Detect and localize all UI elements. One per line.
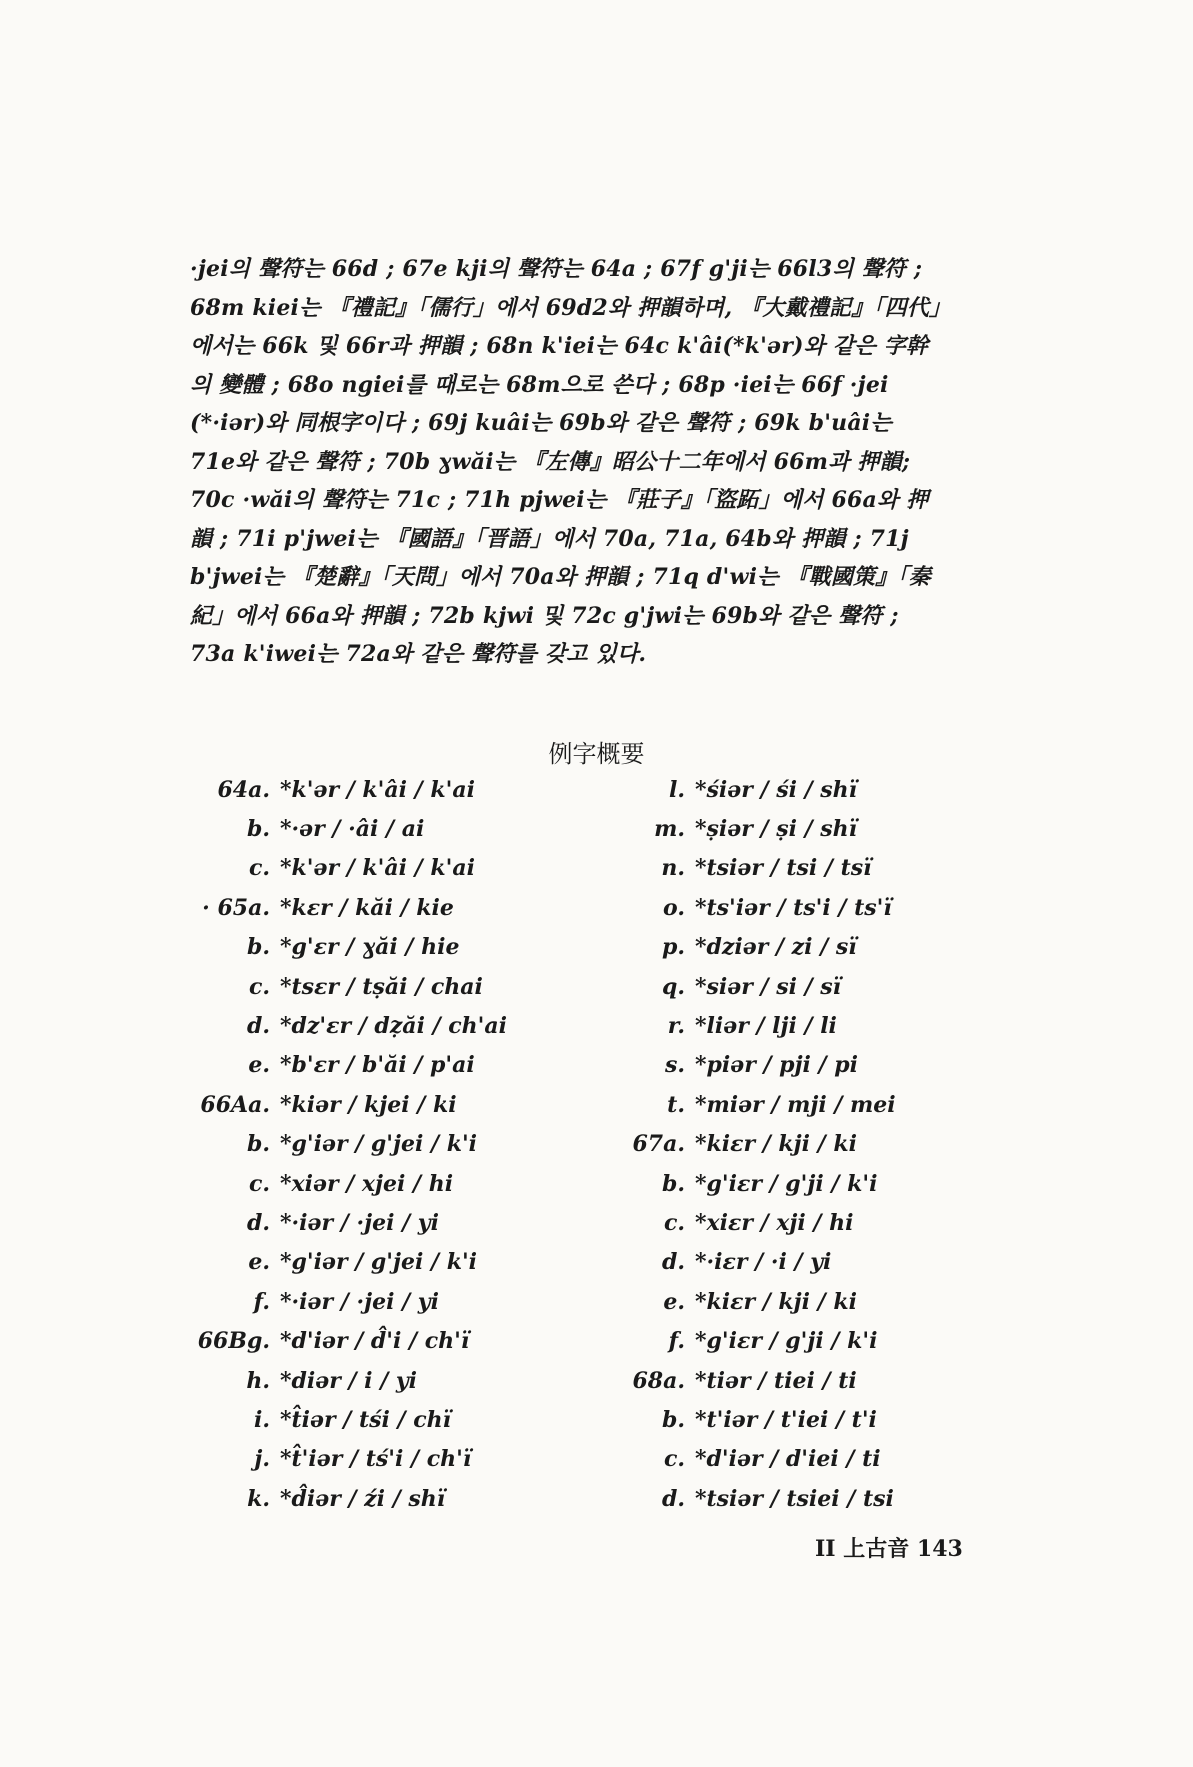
entry-label: b. [661,1406,685,1433]
paragraph-line: 70c ·wăi의 聲符는 71c ; 71h pjwei는 『莊子』「盜跖」에서 66a와 押 [190,487,929,513]
entry-label: o. [663,894,685,921]
entry-row [620,967,960,1006]
entry-row [180,1440,520,1479]
entry-label: q. [661,973,685,1000]
entry-form: *ts'iər / ts'i / ts'ï [695,894,892,921]
entry-label: e. [248,1249,270,1276]
entry-label: d. [661,1249,685,1276]
entry-row [180,849,520,888]
entry-label: b. [246,816,270,843]
entry-form: *d̂iər / źi / shï [280,1485,446,1512]
entry-row [620,1046,960,1085]
entry-form: *kiər / kjei / ki [280,1091,457,1118]
entry-label: i. [253,1406,270,1433]
entry-row [180,1361,520,1400]
entry-label: 68a. [632,1367,685,1394]
entry-label: c. [663,1209,685,1236]
paragraph-line: 68m kiei는 『禮記』「儒行」에서 69d2와 押韻하며, 『大戴禮記』「四代」 [190,294,952,321]
entry-row [180,1085,520,1124]
entry-label: 66Bg. [197,1328,270,1355]
entry-row [620,1282,960,1321]
entry-label: e. [248,1052,270,1079]
entry-form: *diər / i / yi [280,1367,418,1394]
entry-label: n. [661,855,685,882]
entry-label: e. [663,1288,685,1315]
entry-row [620,770,960,809]
entry-label: d. [246,1013,270,1040]
entry-row [180,1479,520,1518]
entry-label: f. [253,1288,270,1315]
entry-label: c. [248,1170,270,1197]
entry-row [180,1400,520,1439]
entry-label: c. [248,973,270,1000]
entry-row [620,1321,960,1360]
entries-left-column [180,770,520,1518]
body-paragraph [190,250,1010,674]
entry-label: d. [246,1209,270,1236]
entry-row [180,888,520,927]
entry-row [180,1125,520,1164]
entry-label: j. [254,1446,270,1473]
entry-form: *xiɛr / xji / hi [695,1209,854,1236]
entry-label: t. [667,1091,685,1118]
entry-row [180,1203,520,1242]
entry-form: *kiɛr / kji / ki [695,1288,857,1315]
entry-label: 66Aa. [200,1091,270,1118]
entry-form: *d'iər / d̂'i / ch'ï [280,1328,470,1355]
entry-form: *piər / pji / pi [695,1052,858,1079]
paragraph-line: 의 變體 ; 68o ngiei를 때로는 68m으로 쓴다 ; 68p ·iei는 66f ·jei [190,371,889,398]
entry-form: *k'ər / k'âi / k'ai [280,776,475,803]
page-footer: II 上古音 143 [815,1536,963,1562]
paragraph-line: b'jwei는 『楚辭』「天問」에서 70a와 押韻 ; 71q d'wi는 『戰國策』「秦 [190,564,931,590]
entry-row [180,809,520,848]
entry-form: *·ər / ·âi / ai [280,816,425,843]
entry-form: *·iɛr / ·i / yi [695,1249,832,1276]
entry-label: d. [661,1485,685,1512]
entry-form: *tsiər / tsi / tsï [695,855,872,882]
entry-form: *dz'ɛr / dẓăi / ch'ai [280,1013,508,1040]
entry-form: *g'iɛr / g'ji / k'i [695,1170,878,1197]
entry-label: s. [664,1052,685,1079]
entry-form: *liər / lji / li [695,1013,837,1040]
entry-form: *g'iər / g'jei / k'i [280,1249,478,1276]
paragraph-line: (*·iər)와 同根字이다 ; 69j kuâi는 69b와 같은 聲符 ; 69k b'uâi는 [190,410,892,436]
entry-row [620,1164,960,1203]
section-title: 例字概要 [548,740,645,768]
entry-label: · 65a. [202,894,270,921]
entry-row [620,928,960,967]
entry-label: c. [248,855,270,882]
entry-row [180,770,520,809]
entry-form: *d'iər / d'iei / ti [695,1446,881,1473]
entry-row [620,1243,960,1282]
entry-label: b. [661,1170,685,1197]
entry-row [180,1243,520,1282]
entry-form: *t̂iər / tśi / chï [280,1406,451,1433]
entry-label: r. [667,1013,685,1040]
paragraph-line: 紀」에서 66a와 押韻 ; 72b kjwi 및 72c g'jwi는 69b와 같은 聲符 ; [190,602,899,629]
entry-label: 67a. [632,1131,685,1158]
entry-form: *t'iər / t'iei / t'i [695,1406,877,1433]
entry-row [620,809,960,848]
entry-row [620,888,960,927]
entry-form: *tsɛr / tṣăi / chai [280,973,483,1000]
entry-row [620,849,960,888]
entry-form: *dziər / zi / sï [695,934,857,961]
entry-row [180,967,520,1006]
paragraph-line: 韻 ; 71i p'jwei는 『國語』「晋語」에서 70a, 71a, 64b와 押韻 ; 71j [190,525,909,552]
entry-form: *t̂'iər / tś'i / ch'ï [280,1446,472,1473]
entry-form: *tsiər / tsiei / tsi [695,1485,894,1512]
entry-form: *g'ɛr / ɣăi / hie [280,934,460,961]
entry-form: *siər / si / sï [695,973,842,1000]
paragraph-line: 에서는 66k 및 66r과 押韻 ; 68n k'iei는 64c k'âi(*k'ər)와 같은 字幹 [190,333,929,359]
entry-form: *k'ər / k'âi / k'ai [280,855,475,882]
entry-label: h. [246,1367,270,1394]
entry-label: p. [661,934,685,961]
entry-row [620,1203,960,1242]
entry-form: *miər / mji / mei [695,1091,896,1118]
entry-row [620,1479,960,1518]
entry-row [620,1361,960,1400]
entry-form: *kɛr / kăi / kie [280,894,454,921]
entry-row [620,1440,960,1479]
entry-label: f. [668,1328,685,1355]
entry-label: 64a. [217,776,270,803]
entry-label: b. [246,934,270,961]
paragraph-line: 73a k'iwei는 72a와 같은 聲符를 갖고 있다. [190,641,647,667]
entry-label: c. [663,1446,685,1473]
entry-row [180,1006,520,1045]
entry-form: *·iər / ·jei / yi [280,1288,439,1315]
entry-row [180,928,520,967]
entry-row [180,1046,520,1085]
entry-row [180,1282,520,1321]
entry-row [620,1400,960,1439]
entries-right-column [620,770,960,1518]
entry-label: k. [247,1485,270,1512]
entry-label: b. [246,1131,270,1158]
entry-form: *g'iɛr / g'ji / k'i [695,1328,878,1355]
entry-form: *kiɛr / kji / ki [695,1131,857,1158]
entry-label: m. [654,816,685,843]
paragraph-line: 71e와 같은 聲符 ; 70b ɣwăi는 『左傳』昭公十二年에서 66m과 押韻; [190,448,911,475]
entry-row [620,1085,960,1124]
entry-row [620,1006,960,1045]
entry-row [620,1125,960,1164]
entry-form: *g'iər / g'jei / k'i [280,1131,478,1158]
entry-row [180,1321,520,1360]
entry-form: *·iər / ·jei / yi [280,1209,439,1236]
entry-form: *śiər / śi / shï [695,776,858,803]
entry-label: l. [668,776,685,803]
paragraph-line: ·jei의 聲符는 66d ; 67e kji의 聲符는 64a ; 67f g'ji는 66l3의 聲符 ; [190,256,923,282]
entry-row [180,1164,520,1203]
entry-form: *xiər / xjei / hi [280,1170,454,1197]
entry-form: *b'ɛr / b'ăi / p'ai [280,1052,475,1079]
entry-form: *tiər / tiei / ti [695,1367,857,1394]
entry-form: *ṣiər / ṣi / shï [695,816,858,843]
